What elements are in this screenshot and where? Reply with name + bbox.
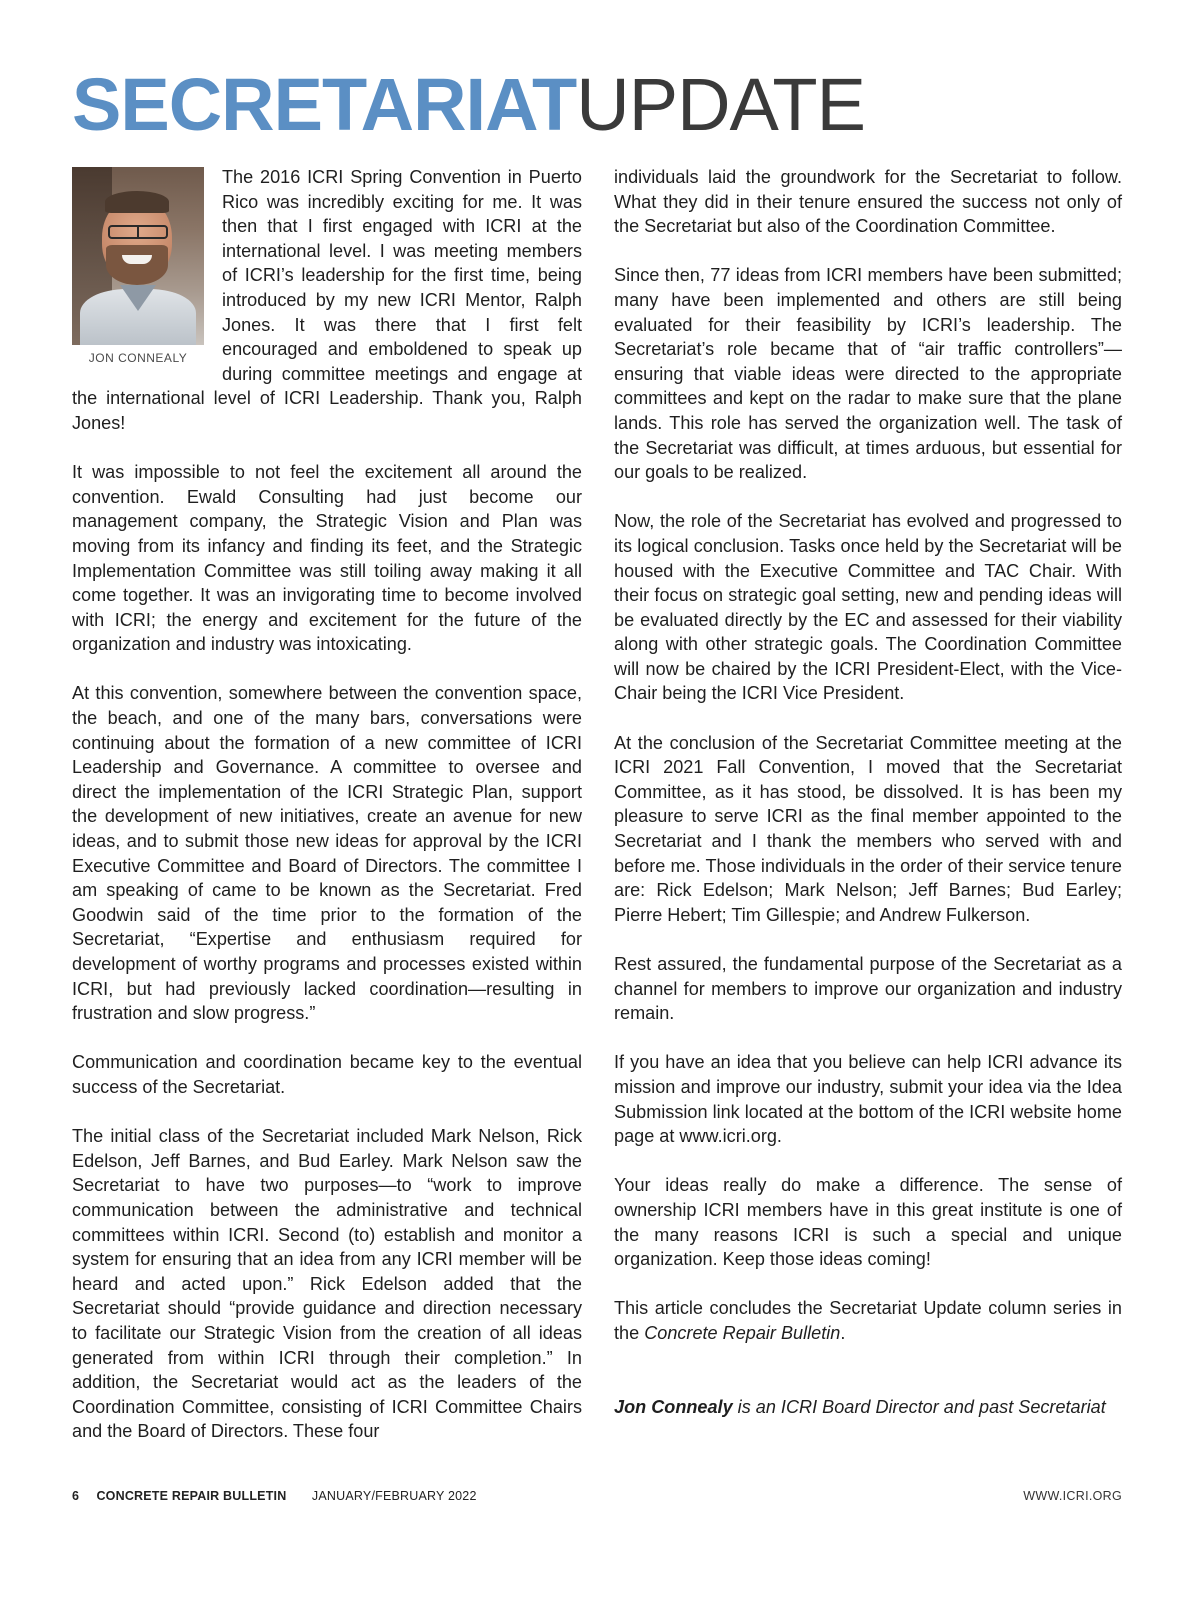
author-photo-block: [72, 167, 212, 365]
publication-name: Concrete Repair Bulletin: [644, 1322, 841, 1343]
left-column: [72, 165, 582, 1444]
issue-date: JANUARY/FEBRUARY 2022: [311, 1489, 477, 1503]
photo-caption: JON CONNEALY: [88, 351, 188, 365]
paragraph: Rest assured, the fundamental purpose of the Secretariat as a channel for members to improve our organization and industry remain.: [614, 954, 1122, 1024]
page-title-light: UPDATE: [576, 63, 865, 146]
paragraph: Your ideas really do make a difference. The sense of ownership ICRI members have in this great institute is one of the many reasons ICRI is such a special and unique organization. Keep those ideas coming!: [614, 1175, 1122, 1270]
page-title: [72, 63, 865, 146]
series-note: This article concludes the Secretariat Update column series in the: [614, 1298, 1122, 1343]
paragraph: At this convention, somewhere between the convention space, the beach, and one of the many bars, conversations were continuing about the formation of a new committee of ICRI Leadership and Governance. A committee to oversee and direct the implementation of the ICRI Strategic Plan, support the development of new initiatives, create an avenue for new ideas, and to submit those new ideas for approval by the ICRI Executive Committee and Board of Directors. The committee I am speaking of came to be known as the Secretariat. Fred Goodwin said of the time prior to the formation of the Secretariat, “Expertise and enthusiasm required for development of worthy programs and processes existed within ICRI, but had previously lacked coordination—resulting in frustration and slow progress.”: [72, 683, 582, 1024]
paragraph: If you have an idea that you believe can help ICRI advance its mission and improve our industry, submit your idea via the Idea Submission link located at the bottom of the ICRI website home page at www.icri.org.: [614, 1052, 1122, 1147]
paragraph: Communication and coordination became key to the eventual success of the Secretariat.: [72, 1052, 582, 1097]
paragraph: individuals laid the groundwork for the Secretariat to follow. What they did in their tenure ensured the success not only of the Secretariat but also of the Coordination Committee.: [614, 167, 1122, 237]
paragraph: It was impossible to not feel the excitement all around the convention. Ewald Consulting had just become our management company, the Strategic Vision and Plan was moving from its infancy and finding its feet, and the Strategic Implementation Committee was still toiling away making it all come together. It was an invigorating time to become involved with ICRI; the energy and excitement for the future of the organization and industry was intoxicating.: [72, 462, 582, 655]
author-name: Jon Connealy: [614, 1396, 733, 1417]
right-column: [614, 165, 1122, 1444]
paragraph: Now, the role of the Secretariat has evolved and progressed to its logical conclusion. Tasks once held by the Secretariat will be housed with the Executive Committee and TAC Chair. With their focus on strategic goal setting, new and pending ideas will be evaluated directly by the EC and assessed for their viability along with other strategic goals. The Coordination Committee will now be chaired by the ICRI President-Elect, with the Vice-Chair being the ICRI Vice President.: [614, 511, 1122, 704]
website-link[interactable]: WWW.ICRI.ORG: [1023, 1489, 1122, 1503]
author-bio-text: is an ICRI Board Director and past Secretariat: [732, 1396, 1106, 1417]
paragraph: Since then, 77 ideas from ICRI members have been submitted; many have been implemented and others are still being evaluated for their feasibility by ICRI’s leadership. The Secretariat’s role became that of “air traffic controllers”—ensuring that viable ideas were directed to the appropriate committees and kept on the radar to make sure that the plane lands. This role has served the organization well. The task of the Secretariat was difficult, at times arduous, but essential for our goals to be realized.: [614, 265, 1122, 483]
page-title-bold: SECRETARIAT: [72, 63, 577, 146]
paragraph: [614, 1296, 1122, 1345]
page-number: 6: [72, 1489, 79, 1503]
author-photo: [72, 167, 204, 345]
page-footer: [72, 1489, 1122, 1503]
series-note-end: .: [840, 1322, 846, 1343]
paragraph: At the conclusion of the Secretariat Committee meeting at the ICRI 2021 Fall Convention, I moved that the Secretariat Committee, as it has stood, be dissolved. It is has been my pleasure to serve ICRI as the final member appointed to the Secretariat and I thank the members who served with and before me. Those individuals in the order of their service tenure are: Rick Edelson; Mark Nelson; Jeff Barnes; Bud Earley; Pierre Hebert; Tim Gillespie; and Andrew Fulkerson.: [614, 732, 1122, 925]
author-bio: [614, 1395, 1122, 1420]
publication-title: CONCRETE REPAIR BULLETIN: [96, 1489, 287, 1503]
paragraph: The 2016 ICRI Spring Convention in Puerto Rico was incredibly exciting for me. It was then that I first engaged with ICRI at the international level. I was meeting members of ICRI’s leadership for the first time, being introduced by my new ICRI Mentor, Ralph Jones. It was there that I first felt encouraged and emboldened to speak up during committee meetings and engage at the international level of ICRI Leadership. Thank you, Ralph Jones!: [72, 167, 582, 433]
paragraph: The initial class of the Secretariat included Mark Nelson, Rick Edelson, Jeff Barnes, and Bud Earley. Mark Nelson saw the Secretariat to have two purposes—to “work to improve communication between the administrative and technical committees within ICRI. Second (to) establish and monitor a system for ensuring that an idea from any ICRI member will be heard and acted upon.” Rick Edelson added that the Secretariat should “provide guidance and direction necessary to facilitate our Strategic Vision from the creation of all ideas generated from within ICRI through their completion.” In addition, the Secretariat would act as the leaders of the Coordination Committee, consisting of ICRI Committee Chairs and the Board of Directors. These four: [72, 1126, 582, 1442]
